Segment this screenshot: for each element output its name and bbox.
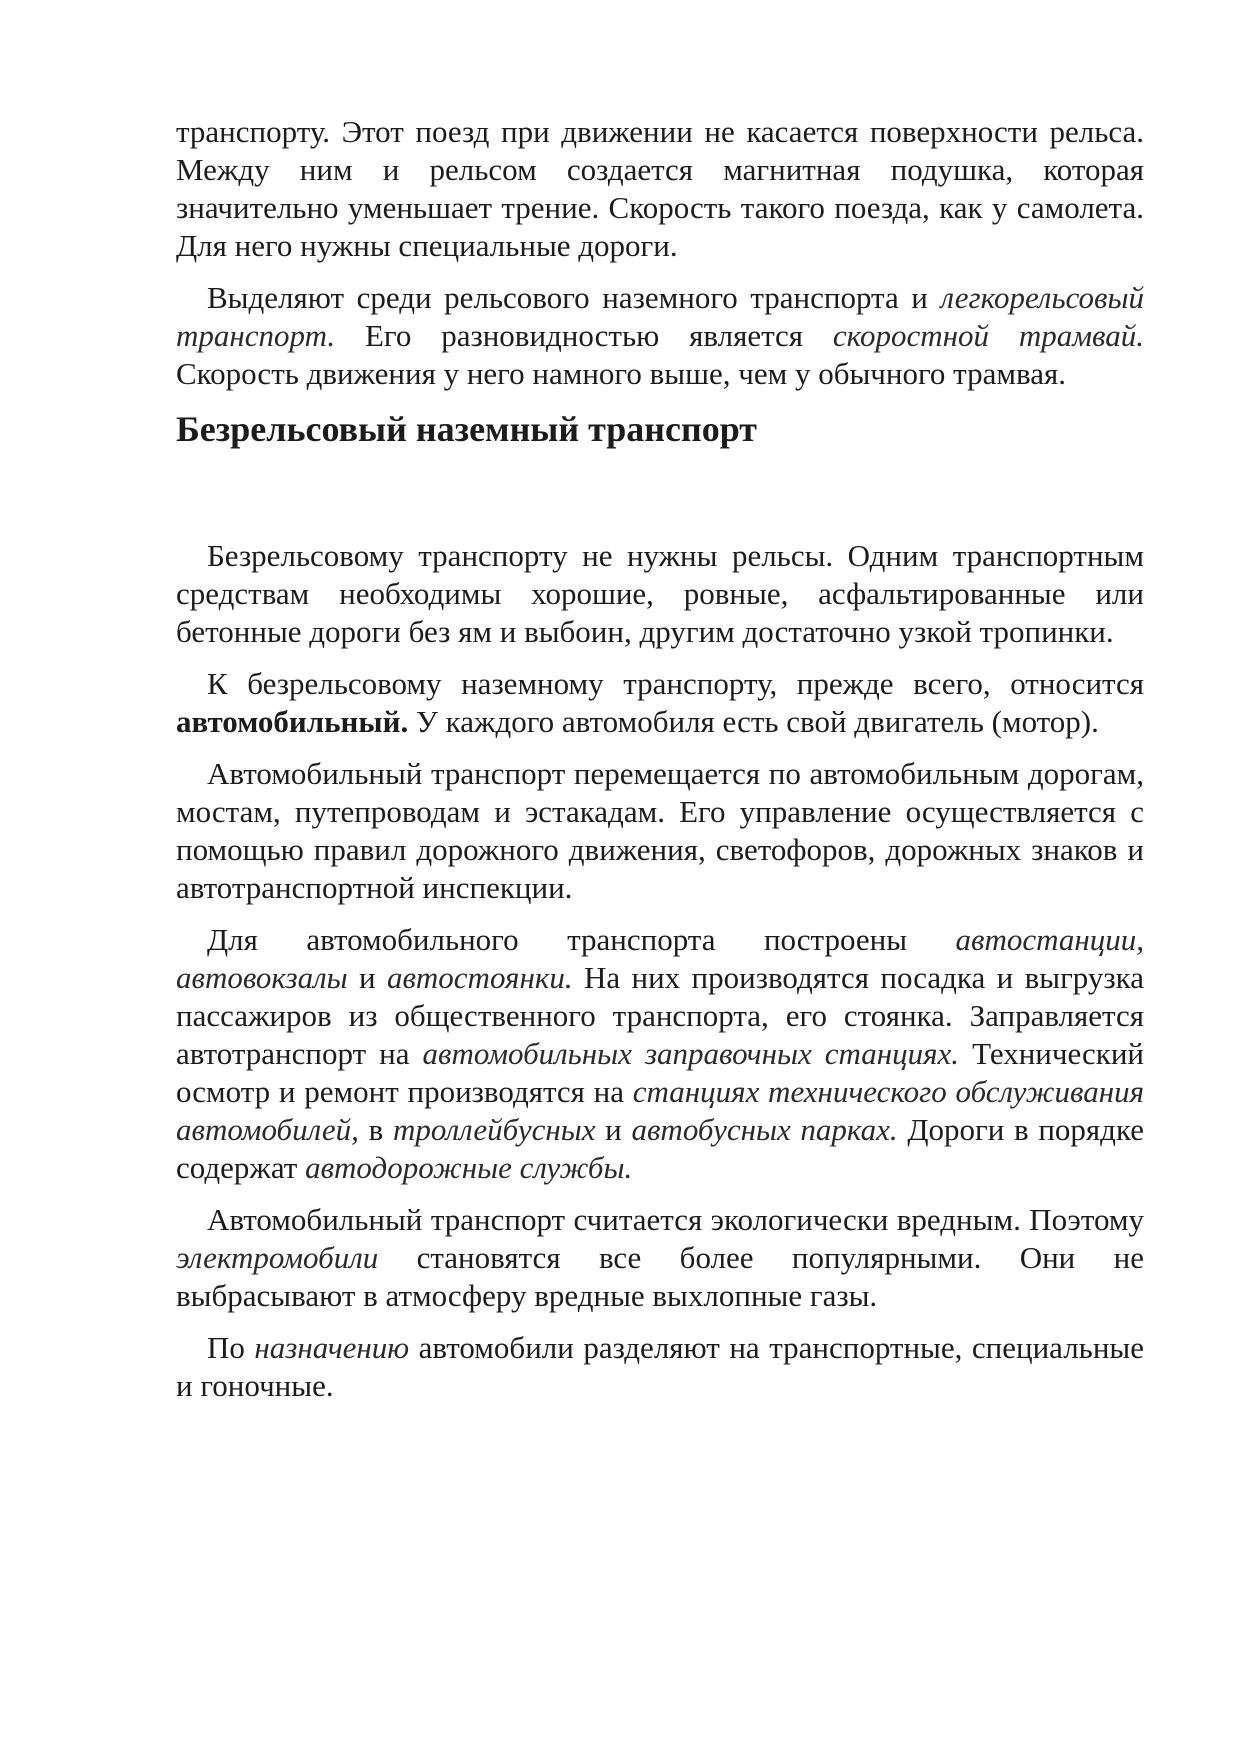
- paragraph-purpose: [176, 1329, 1144, 1405]
- text-run: автомобили разделяют на транспортные, специальные и гоночные.: [176, 1330, 1144, 1403]
- term-electromobiles: электромобили: [176, 1240, 379, 1275]
- text-run: Дороги в порядке содержат: [176, 1112, 1145, 1185]
- text-run: и: [347, 960, 387, 995]
- paragraph-infrastructure: [176, 921, 1144, 1187]
- text-run: Выделяют среди рельсового наземного транспорта и: [207, 280, 941, 315]
- paragraph-light-rail: [176, 279, 1144, 393]
- paragraph-maglev: [176, 113, 1144, 265]
- paragraph-text: Автомобильный транспорт перемещается по автомобильным дорогам, мостам, путепроводам и эстакадам. Его управление осуществляется с помощью правил дорожного движения, светофоров, дорожных знаков и автотранспортной инспекции.: [176, 756, 1144, 905]
- paragraph-ecology: [176, 1201, 1144, 1315]
- text-run: На них производятся посадка и выгрузка пассажиров из общественного транспорта, его стоянка. Заправляется автотранспорт на: [176, 960, 1144, 1071]
- text-run: Скорость движения у него намного выше, чем у обычного трамвая.: [176, 356, 1066, 391]
- term-automobile: автомобильный.: [176, 704, 409, 739]
- term-trolleybus: троллейбусных: [392, 1112, 596, 1147]
- term-purpose: назначению: [254, 1330, 410, 1365]
- paragraph-railless: [176, 537, 1144, 651]
- paragraph-text: транспорту. Этот поезд при движении не касается поверхности рельса. Между ним и рельсом создается магнитная подушка, которая значительно уменьшает трение. Скорость такого поезда, как у самолета. Для него нужны специальные дороги.: [176, 114, 1144, 263]
- paragraph-automobile: [176, 665, 1144, 741]
- text-run: в: [358, 1112, 393, 1147]
- paragraph-roads: [176, 755, 1144, 907]
- paragraph-text: Безрельсовому транспорту не нужны рельсы. Одним транспортным средствам необходимы хорошие, ровные, асфальтированные или бетонные дороги без ям и выбоин, другим достаточно узкой тропинки.: [176, 538, 1144, 649]
- term-service-stations: станциях технического обслуживания автомобилей,: [176, 1074, 1144, 1147]
- term-bus-parks: автобусных парках.: [631, 1112, 898, 1147]
- document-page: [176, 113, 1144, 1419]
- term-speed-tram: скоростной трамвай.: [832, 318, 1144, 353]
- section-heading: Безрельсовый наземный транспорт: [176, 409, 757, 449]
- text-run: По: [207, 1330, 255, 1365]
- text-run: У каждого автомобиля есть свой двигатель (мотор).: [408, 704, 1099, 739]
- text-run: К безрельсовому наземному транспорту, прежде всего, относится: [207, 666, 1144, 701]
- text-run: Его разновидностью является: [335, 318, 833, 353]
- term-fuel-stations: автомобильных заправочных станциях.: [422, 1036, 960, 1071]
- text-run: Автомобильный транспорт считается экологически вредным. Поэтому: [207, 1202, 1144, 1237]
- text-run: Для автомобильного транспорта построены: [207, 922, 956, 957]
- term-road-services: автодорожные службы.: [305, 1150, 633, 1185]
- text-run: Технический осмотр и ремонт производятся на: [176, 1036, 1144, 1109]
- term-stations: автостанции, автовокзалы: [176, 922, 1144, 995]
- term-light-rail: легкорельсовый транспорт.: [176, 280, 1144, 353]
- text-run: и: [595, 1112, 632, 1147]
- text-run: становятся все более популярными. Они не выбрасывают в атмосферу вредные выхлопные газы.: [176, 1240, 1144, 1313]
- term-parking: автостоянки.: [386, 960, 573, 995]
